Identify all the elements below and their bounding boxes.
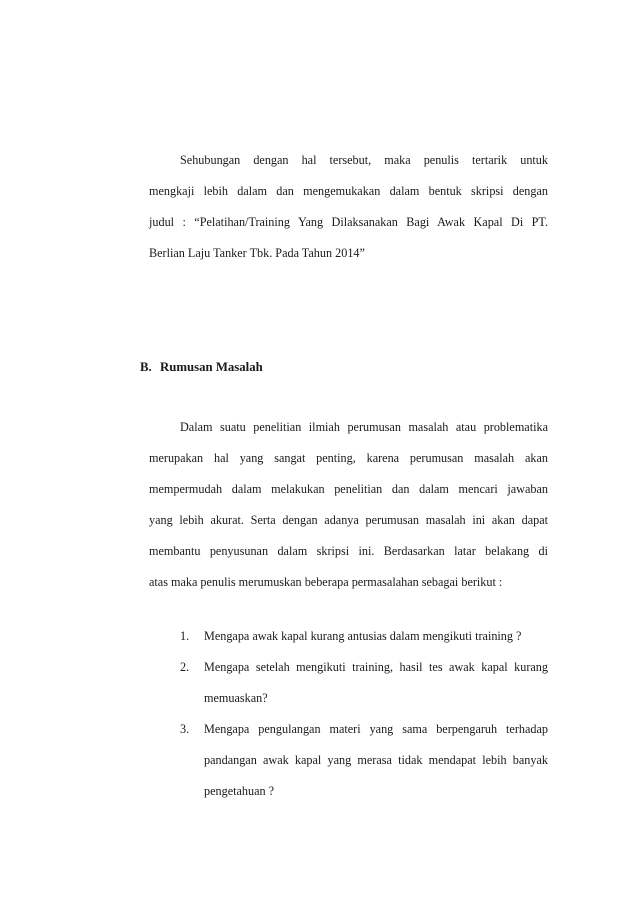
paragraph-line: atas maka penulis merumuskan beberapa permasalahan sebagai berikut : [149, 575, 503, 589]
paragraph-line: yang lebih akurat. Serta dengan adanya perumusan masalah ini akan dapat [149, 513, 548, 527]
list-item-line: Mengapa awak kapal kurang antusias dalam mengikuti training ? [204, 629, 522, 643]
list-item-line: memuaskan? [204, 691, 268, 705]
paragraph-line: Sehubungan dengan hal tersebut, maka penulis tertarik untuk [180, 153, 548, 167]
list-item-line: pandangan awak kapal yang merasa tidak mendapat lebih banyak [204, 753, 548, 767]
section-title: Rumusan Masalah [160, 360, 263, 374]
list-item-number: 1. [180, 629, 190, 643]
list-item-number: 3. [180, 722, 190, 736]
paragraph-line: mempermudah dalam melakukan penelitian dan dalam mencari jawaban [149, 482, 548, 496]
paragraph-line: Berlian Laju Tanker Tbk. Pada Tahun 2014” [149, 246, 365, 260]
section-number: B. [140, 360, 152, 374]
paragraph-line: judul : “Pelatihan/Training Yang Dilaksanakan Bagi Awak Kapal Di PT. [149, 215, 548, 229]
list-item-number: 2. [180, 660, 190, 674]
paragraph-line: merupakan hal yang sangat penting, karena perumusan masalah akan [149, 451, 548, 465]
list-item-line: Mengapa setelah mengikuti training, hasil tes awak kapal kurang [204, 660, 548, 674]
paragraph-line: membantu penyusunan dalam skripsi ini. Berdasarkan latar belakang di [149, 544, 548, 558]
section-heading [140, 358, 263, 376]
list-item-line: pengetahuan ? [204, 784, 275, 798]
paragraph-line: Dalam suatu penelitian ilmiah perumusan masalah atau problematika [180, 420, 548, 434]
list-item-line: Mengapa pengulangan materi yang sama berpengaruh terhadap [204, 722, 548, 736]
paragraph-line: mengkaji lebih dalam dan mengemukakan dalam bentuk skripsi dengan [149, 184, 548, 198]
